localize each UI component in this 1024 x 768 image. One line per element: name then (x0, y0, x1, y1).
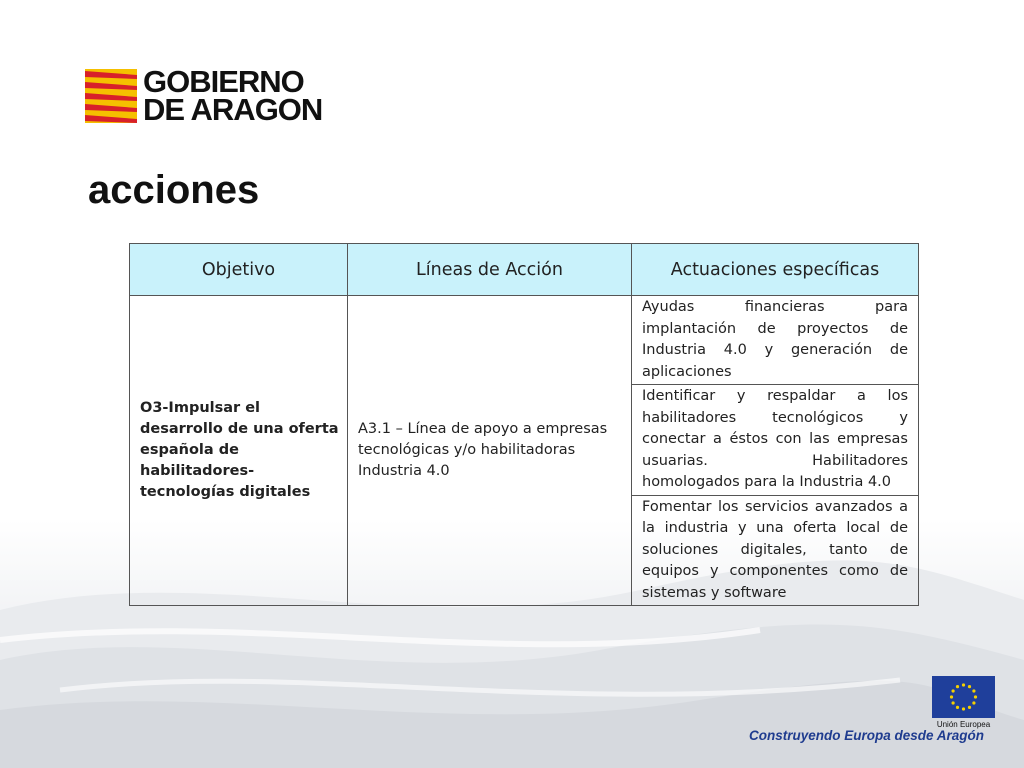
table-row (130, 296, 919, 606)
slide-title: acciones (88, 168, 260, 212)
logo-line-1: GOBIERNO (143, 64, 304, 99)
actuacion-item: Fomentar los servicios avanzados a la industria y una oferta local de soluciones digitales, tanto de equipos y componentes como de sistemas y software (642, 498, 908, 601)
header-lineas: Líneas de Acción (348, 244, 632, 296)
logo-line-2: DE ARAGON (143, 92, 323, 127)
actions-table-wrapper (129, 243, 918, 600)
table-header-row (130, 244, 919, 296)
actuacion-item: Identificar y respaldar a los habilitadores tecnológicos y conectar a éstos con las empresas usuarias. Habilitadores homologados para la Industria 4.0 (632, 385, 918, 496)
footer-tagline: Construyendo Europa desde Aragón (749, 728, 985, 743)
aragon-flag-icon (85, 69, 137, 123)
header-actuaciones: Actuaciones específicas (632, 244, 919, 296)
gobierno-aragon-logo (85, 64, 323, 127)
cell-actuaciones (632, 296, 919, 606)
logo-wordmark (143, 64, 323, 127)
actuacion-item: Ayudas financieras para implantación de proyectos de Industria 4.0 y generación de aplicaciones (632, 296, 918, 385)
eu-label: Unión Europea (936, 720, 991, 729)
eu-flag-icon (932, 676, 995, 718)
cell-objetivo: O3-Impulsar el desarrollo de una oferta española de habilitadores-tecnologías digitales (130, 296, 348, 606)
cell-linea: A3.1 – Línea de apoyo a empresas tecnológicas y/o habilitadoras Industria 4.0 (348, 296, 632, 606)
eu-logo (932, 676, 995, 729)
header-objetivo: Objetivo (130, 244, 348, 296)
actions-table (129, 243, 919, 606)
